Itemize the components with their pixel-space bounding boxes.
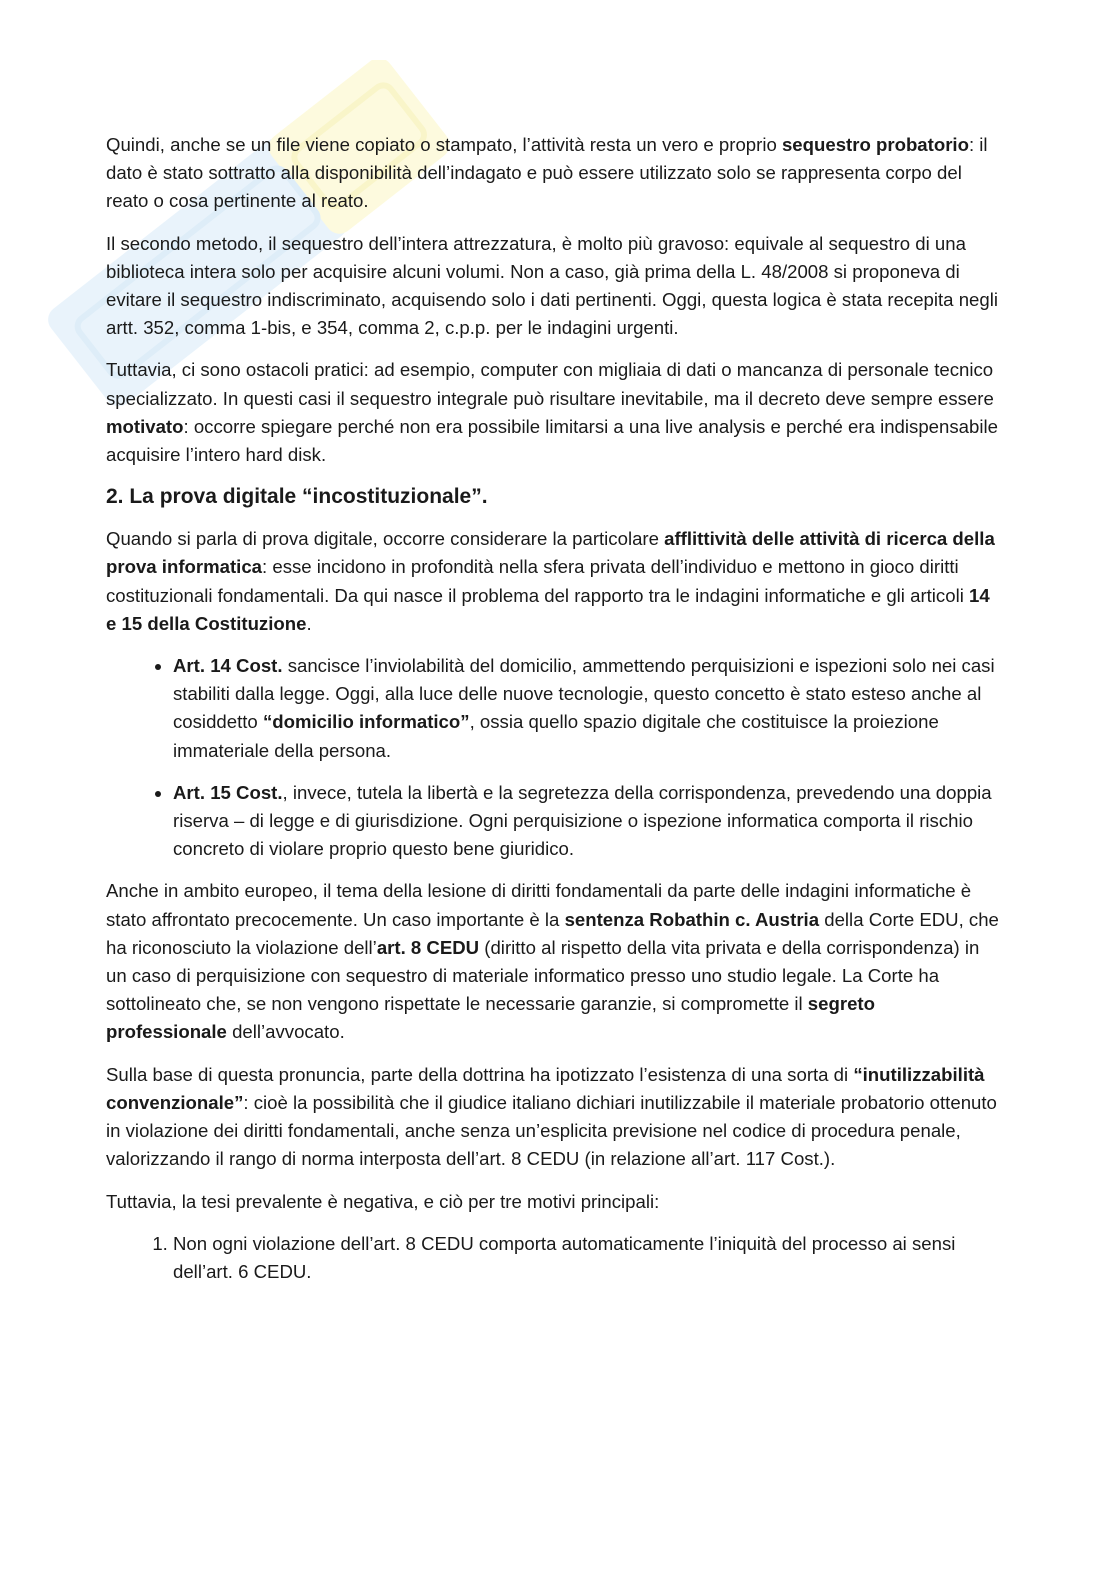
bold-text: sentenza Robathin c. Austria (564, 908, 820, 930)
text-run: (diritto al rispetto della vita privata e della corrispondenza) in un caso di perquisizione con sequestro di materiale informatico presso uno studio legale. La Corte ha sottolineato che, se non vengono rispettate le necessarie garanzie, si compromette il (106, 936, 980, 1015)
text-run: Anche in ambito europeo, il tema della lesione di diritti fondamentali da parte delle indagini informatiche è stato affrontato precocemente. Un caso importante è la (106, 880, 972, 930)
text-run: : esse incidono in profondità nella sfera privata dell’individuo e mettono in gioco diritti costituzionali fondamentali. Da qui nasce il problema del rapporto tra le indagini informatiche e gli articoli (106, 556, 970, 606)
text-run: Il secondo metodo, il sequestro dell’intera attrezzatura, è molto più gravoso: equivale al sequestro di una biblioteca intera solo per acquisire alcuni volumi. Non a caso, già prima della L. 48/2008 si proponeva di evitare il sequestro indiscriminato, acquisendo solo i dati pertinenti. Oggi, questa logica è stata recepita negli artt. 352, comma 1-bis, e 354, comma 2, c.p.p. per le indagini urgenti. (106, 232, 998, 339)
text-run: sancisce l’inviolabilità del domicilio, ammettendo perquisizioni e ispezioni solo nei casi stabiliti dalla legge. Oggi, alla luce delle nuove tecnologie, questo concetto è stato esteso anche al cosiddetto (173, 655, 995, 733)
text-run: . (306, 612, 312, 634)
paragraph (106, 131, 1000, 216)
bold-text: Art. 15 Cost. (173, 781, 283, 803)
text-run: Quindi, anche se un file viene copiato o stampato, l’attività resta un vero e proprio (106, 134, 782, 155)
paragraph (106, 525, 1000, 638)
text-run: Non ogni violazione dell’art. 8 CEDU comporta automaticamente l’iniquità del processo ai sensi dell’art. 6 CEDU. (173, 1232, 956, 1282)
paragraph (106, 877, 1000, 1046)
bullet-list (106, 652, 1000, 863)
bold-text: 14 e 15 della Costituzione (106, 584, 990, 634)
text-run: : cioè la possibilità che il giudice italiano dichiari inutilizzabile il materiale probatorio ottenuto in violazione dei diritti fondamentali, anche senza un’esplicita previsione nel codice di procedura penale, valorizzando il rango di norma interposta dell’art. 8 CEDU (in relazione all’art. 117 Cost.). (106, 1091, 997, 1170)
list-item (173, 779, 1000, 864)
list-item (173, 652, 1000, 765)
paragraph (106, 1188, 1000, 1216)
text-run: Tuttavia, la tesi prevalente è negativa, e ciò per tre motivi principali: (106, 1190, 660, 1212)
paragraph (106, 230, 1000, 343)
paragraph (106, 1061, 1000, 1174)
bold-text: motivato (106, 415, 184, 437)
list-item (173, 1230, 1000, 1286)
bold-text: art. 8 CEDU (376, 936, 480, 958)
text-run: : il dato è stato sottratto alla disponibilità dell’indagato e può essere utilizzato solo se rappresenta corpo del reato o cosa pertinente al reato. (106, 134, 988, 212)
bold-text: Art. 14 Cost. (173, 655, 283, 677)
bold-text: “inutilizzabilità convenzionale” (106, 1063, 985, 1113)
text-run: dell’avvocato. (226, 1021, 345, 1043)
document-body (106, 131, 1000, 1300)
bold-text: sequestro probatorio (781, 134, 969, 155)
section-heading (106, 483, 1000, 511)
text-run: Sulla base di questa pronuncia, parte della dottrina ha ipotizzato l’esistenza di una sorta di (106, 1063, 854, 1085)
bold-text: “domicilio informatico” (262, 711, 470, 733)
numbered-list (106, 1230, 1000, 1286)
text-run: : occorre spiegare perché non era possibile limitarsi a una live analysis e perché era indispensabile acquisire l’intero hard disk. (106, 415, 998, 466)
bold-text: afflittività delle attività di ricerca della prova informatica (106, 528, 995, 578)
paragraph (106, 356, 1000, 469)
text-run: , ossia quello spazio digitale che costituisce la proiezione immateriale della persona. (173, 711, 939, 761)
text-run: 2. La prova digitale “incostituzionale”. (106, 485, 488, 509)
text-run: , invece, tutela la libertà e la segretezza della corrispondenza, prevedendo una doppia riserva – di legge e di giurisdizione. Ogni perquisizione o ispezione informatica comporta il rischio concreto di violare proprio questo bene giuridico. (173, 781, 992, 860)
text-run: Quando si parla di prova digitale, occorre considerare la particolare (106, 528, 665, 550)
bold-text: segreto professionale (106, 993, 875, 1043)
text-run: Tuttavia, ci sono ostacoli pratici: ad esempio, computer con migliaia di dati o mancanza di personale tecnico specializzato. In questi casi il sequestro integrale può risultare inevitabile, ma il decreto deve sempre essere (106, 359, 994, 409)
text-run: della Corte EDU, che ha riconosciuto la violazione dell’ (106, 908, 999, 958)
